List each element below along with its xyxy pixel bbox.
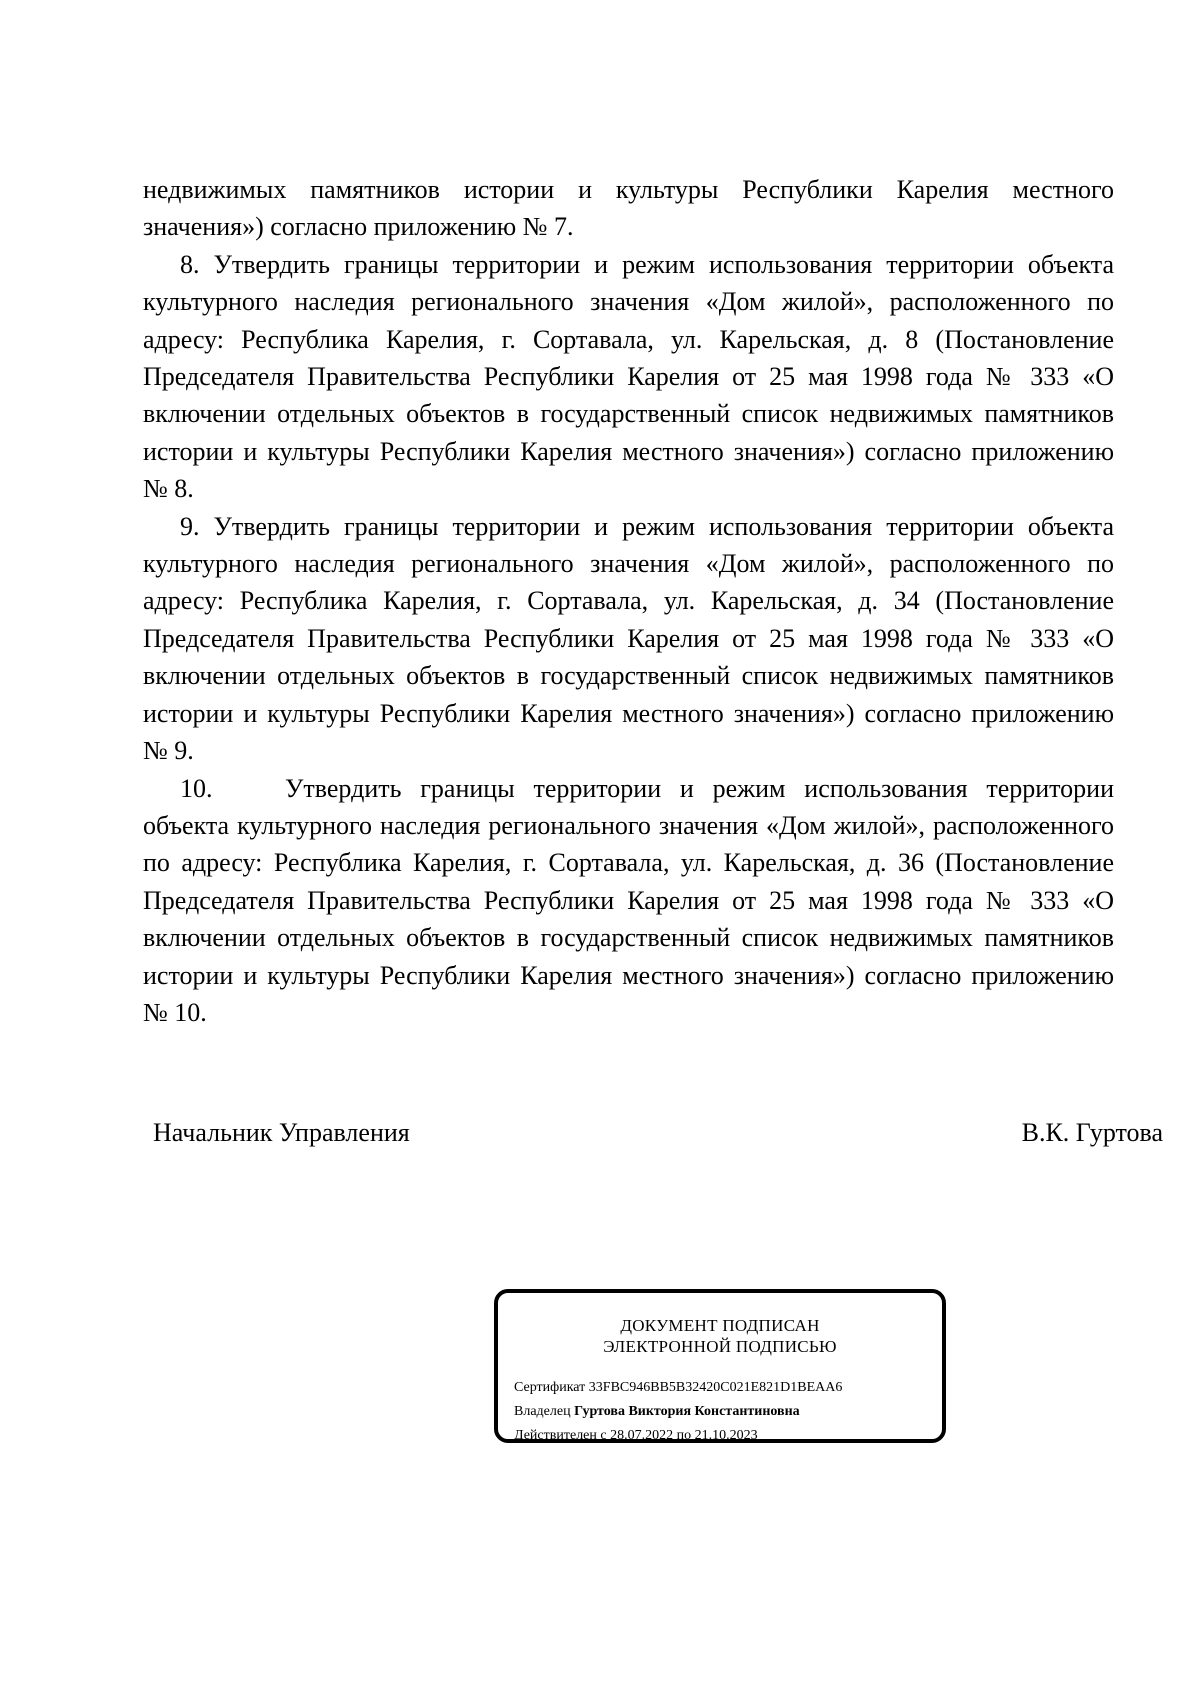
item-10-text: Утвердить границы территории и режим использования территории объекта культурного наследия регионального значения «Дом жилой», расположенного по адресу: Республика Карелия, г. Сортавала, ул. Карельская, д. 36 (Постановление Председателя Правительства Республики Карелия от 25 мая 1998 года № 333 «О включении отдельных объектов в государственный список недвижимых памятников истории и культуры Республики Карелия местного значения») согласно приложению № 10. xyxy=(143,773,1114,1027)
stamp-title-line-2: ЭЛЕКТРОННОЙ ПОДПИСЬЮ xyxy=(603,1337,837,1356)
valid-from: 28.07.2022 xyxy=(610,1428,674,1443)
signatory-position: Начальник Управления xyxy=(153,1118,410,1147)
paragraph-continuation: недвижимых памятников истории и культуры Республики Карелия местного значения») согласно приложению № 7. xyxy=(143,175,1114,242)
stamp-owner xyxy=(514,1403,800,1421)
stamp-validity xyxy=(514,1427,758,1445)
item-10-number: 10. xyxy=(180,773,213,803)
body-text xyxy=(143,171,1114,1031)
certificate-value: 33FBC946BB5B32420C021E821D1BEAA6 xyxy=(588,1380,843,1395)
owner-label: Владелец xyxy=(514,1404,571,1419)
stamp-title xyxy=(498,1315,942,1357)
paragraph-item-9: 9. Утвердить границы территории и режим использования территории объекта культурного наследия регионального значения «Дом жилой», расположенного по адресу: Республика Карелия, г. Сортавала, ул. Карельская, д. 34 (Постановление Председателя Правительства Республики Карелия от 25 мая 1998 года № 333 «О включении отдельных объектов в государственный список недвижимых памятников истории и культуры Республики Карелия местного значения») согласно приложению № 9. xyxy=(143,511,1114,766)
paragraph-item-8: 8. Утвердить границы территории и режим использования территории объекта культурного наследия регионального значения «Дом жилой», расположенного по адресу: Республика Карелия, г. Сортавала, ул. Карельская, д. 8 (Постановление Председателя Правительства Республики Карелия от 25 мая 1998 года № 333 «О включении отдельных объектов в государственный список недвижимых памятников истории и культуры Республики Карелия местного значения») согласно приложению № 8. xyxy=(143,249,1114,504)
paragraph-item-10 xyxy=(143,770,1114,1032)
valid-to: 21.10.2023 xyxy=(694,1428,758,1443)
stamp-title-line-1: ДОКУМЕНТ ПОДПИСАН xyxy=(620,1316,820,1335)
electronic-signature-stamp xyxy=(494,1289,946,1443)
certificate-label: Сертификат xyxy=(514,1380,586,1395)
signatory-name: В.К. Гуртова xyxy=(1021,1118,1163,1147)
valid-label: Действителен с xyxy=(514,1428,607,1443)
owner-value: Гуртова Виктория Константиновна xyxy=(574,1404,800,1419)
stamp-certificate xyxy=(514,1379,842,1397)
valid-to-label: по xyxy=(676,1428,692,1443)
